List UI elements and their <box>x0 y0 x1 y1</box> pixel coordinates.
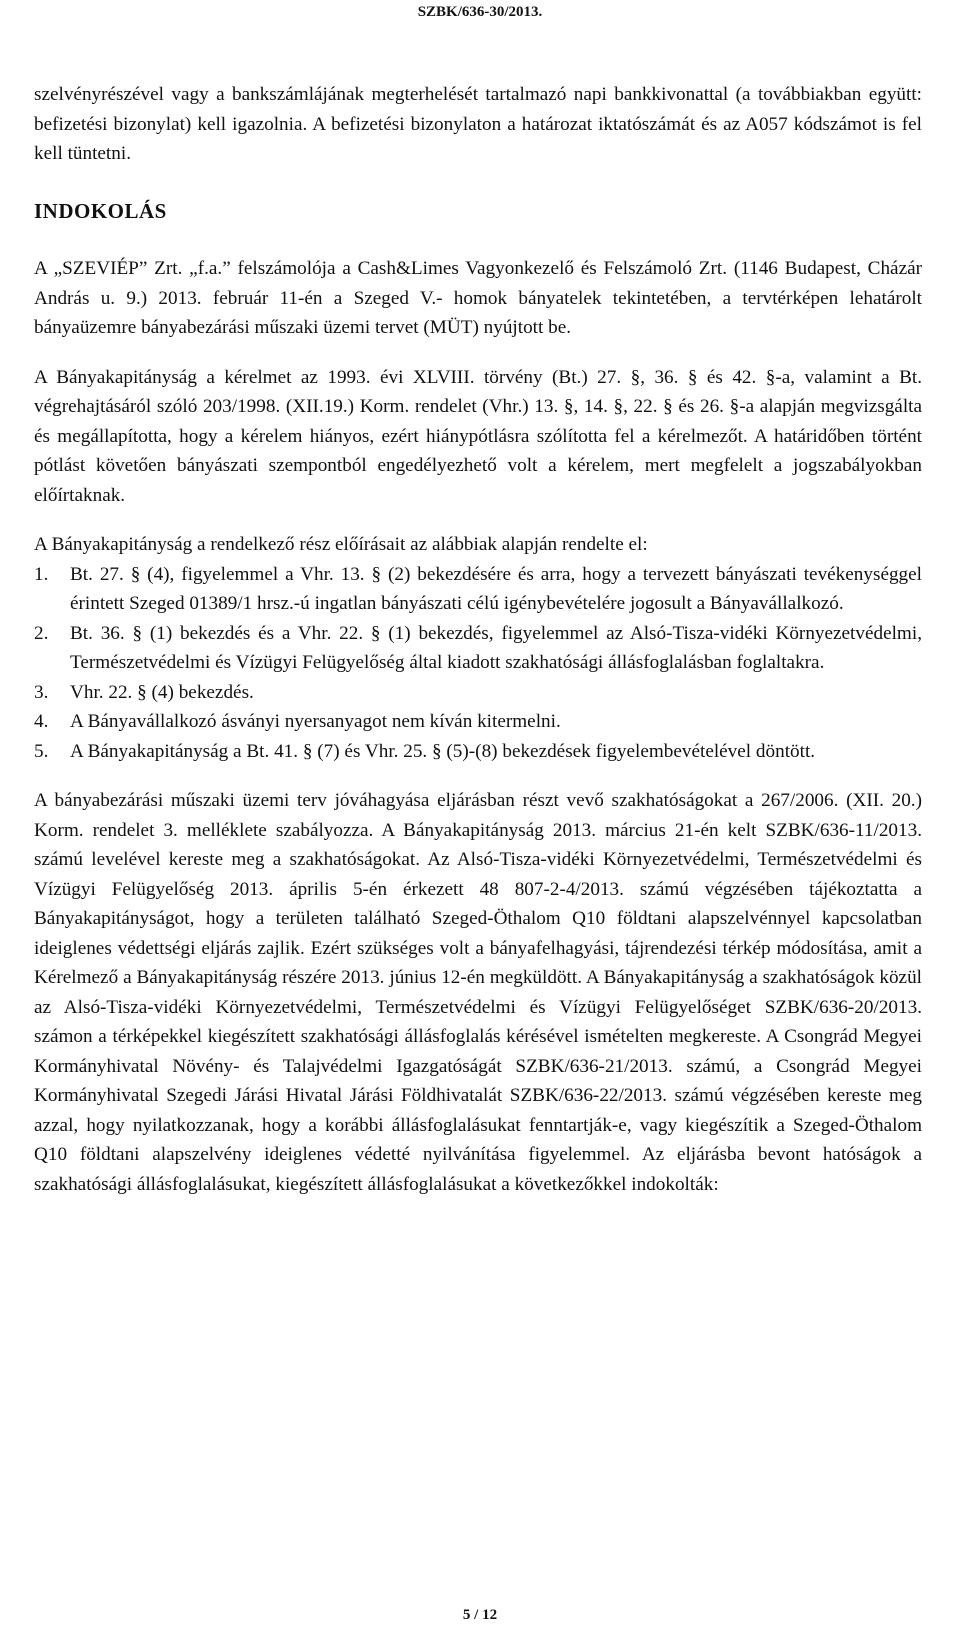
intro-paragraph: szelvényrészével vagy a bankszámlájának megterhelését tartalmazó napi bankkivonattal (a továbbiakban együtt: befizetési bizonylat) kell igazolnia. A befizetési bizonylaton a határozat iktatószámát és az A057 kódszámot is fel kell tüntetni. <box>34 84 922 164</box>
document-body <box>34 80 922 1199</box>
list-item-text: Vhr. 22. § (4) bekezdés. <box>70 681 254 703</box>
paragraph-application: A „SZEVIÉP” Zrt. „f.a.” felszámolója a Cash&Limes Vagyonkezelő és Felszámoló Zrt. (1146 Budapest, Cházár András u. 9.) 2013. február 11-én a Szeged V.- homok bányatelek tekintetében, a tervtérképen lehatárolt bányaüzemre bányabezárási műszaki üzemi tervet (MÜT) nyújtott be. <box>34 258 922 338</box>
section-heading: INDOKOLÁS <box>34 198 167 223</box>
paragraph-authorities: A bányabezárási műszaki üzemi terv jóváhagyása eljárásban részt vevő szakhatóságokat a 267/2006. (XII. 20.) Korm. rendelet 3. melléklete szabályozza. A Bányakapitányság 2013. március 21-én kelt SZBK/636-11/2013. számú levelével kereste meg a szakhatóságokat. Az Alsó-Tisza-vidéki Környezetvédelmi, Természetvédelmi és Vízügyi Felügyelőség 2013. április 5-én érkezett 48 807-2-4/2013. számú végzésében tájékoztatta a Bányakapitányságot, hogy a területen található Szeged-Öthalom Q10 földtani alapszelvénnyel kapcsolatban ideiglenes védettségi eljárás zajlik. Ezért szükséges volt a bányafelhagyási, tájrendezési térkép módosítása, amit a Kérelmező a Bányakapitányság részére 2013. június 12-én megküldött. A Bányakapitányság a szakhatóságok közül az Alsó-Tisza-vidéki Környezetvédelmi, Természetvédelmi és Vízügyi Felügyelőséget SZBK/636-20/2013. számon a térképekkel kiegészített szakhatósági állásfoglalás kérésével ismételten megkereste. A Csongrád Megyei Kormányhivatal Növény- és Talajvédelmi Igazgatóságát SZBK/636-21/2013. számú, a Csongrád Megyei Kormányhivatal Szegedi Járási Hivatal Járási Földhivatalát SZBK/636-22/2013. számú végzésében kereste meg azzal, hogy nyilatkozzanak, hogy a korábbi állásfoglalásukat fenntartják-e, vagy kiegészítik a Szeged-Öthalom Q10 földtani alapszelvény ideiglenes védetté nyilvánítása figyelemmel. Az eljárásba bevont hatóságok a szakhatósági állásfoglalásukat, kiegészített állásfoglalásukat a következőkkel indokolták: <box>34 790 922 1195</box>
list-item-number: 4. <box>34 711 49 732</box>
list-item <box>34 619 922 678</box>
list-item-number: 1. <box>34 563 49 585</box>
list-item-number: 3. <box>34 681 49 703</box>
list-item <box>34 678 922 708</box>
provisions-list <box>34 560 922 767</box>
list-item <box>34 737 922 767</box>
list-item <box>34 707 922 737</box>
list-item <box>34 560 922 619</box>
paragraph-provisions-intro: A Bányakapitányság a rendelkező rész előírásait az alábbiak alapján rendelte el: <box>34 534 648 555</box>
list-item-number: 5. <box>34 740 49 762</box>
list-item-number: 2. <box>34 622 49 644</box>
list-item-text: A Bányakapitányság a Bt. 41. § (7) és Vhr. 25. § (5)-(8) bekezdések figyelembevételével döntött. <box>70 740 816 762</box>
document-reference-header: SZBK/636-30/2013. <box>417 4 543 20</box>
list-item-text: Bt. 36. § (1) bekezdés és a Vhr. 22. § (1) bekezdés, figyelemmel az Alsó-Tisza-vidéki Környezetvédelmi, Természetvédelmi és Vízügyi Felügyelőség által kiadott szakhatósági állásfoglalásban foglaltakra. <box>70 622 922 673</box>
list-item-text: Bt. 27. § (4), figyelemmel a Vhr. 13. § (2) bekezdésére és arra, hogy a tervezett bányászati tevékenységgel érintett Szeged 01389/1 hrsz.-ú ingatlan bányászati célú igénybevételére jogosult a Bányavállalkozó. <box>70 563 922 614</box>
page-number: 5 / 12 <box>462 1607 498 1623</box>
paragraph-examination: A Bányakapitányság a kérelmet az 1993. évi XLVIII. törvény (Bt.) 27. §, 36. § és 42. §-a, valamint a Bt. végrehajtásáról szóló 203/1998. (XII.19.) Korm. rendelet (Vhr.) 13. §, 14. §, 22. § és 26. §-a alapján megvizsgálta és megállapította, hogy a kérelem hiányos, ezért hiánypótlásra szólította fel a kérelmezőt. A határidőben történt pótlást követően bányászati szempontból engedélyezhető volt a kérelem, mert megfelelt a jogszabályokban előírtaknak. <box>34 366 922 506</box>
list-item-text: A Bányavállalkozó ásványi nyersanyagot nem kíván kitermelni. <box>70 711 561 732</box>
